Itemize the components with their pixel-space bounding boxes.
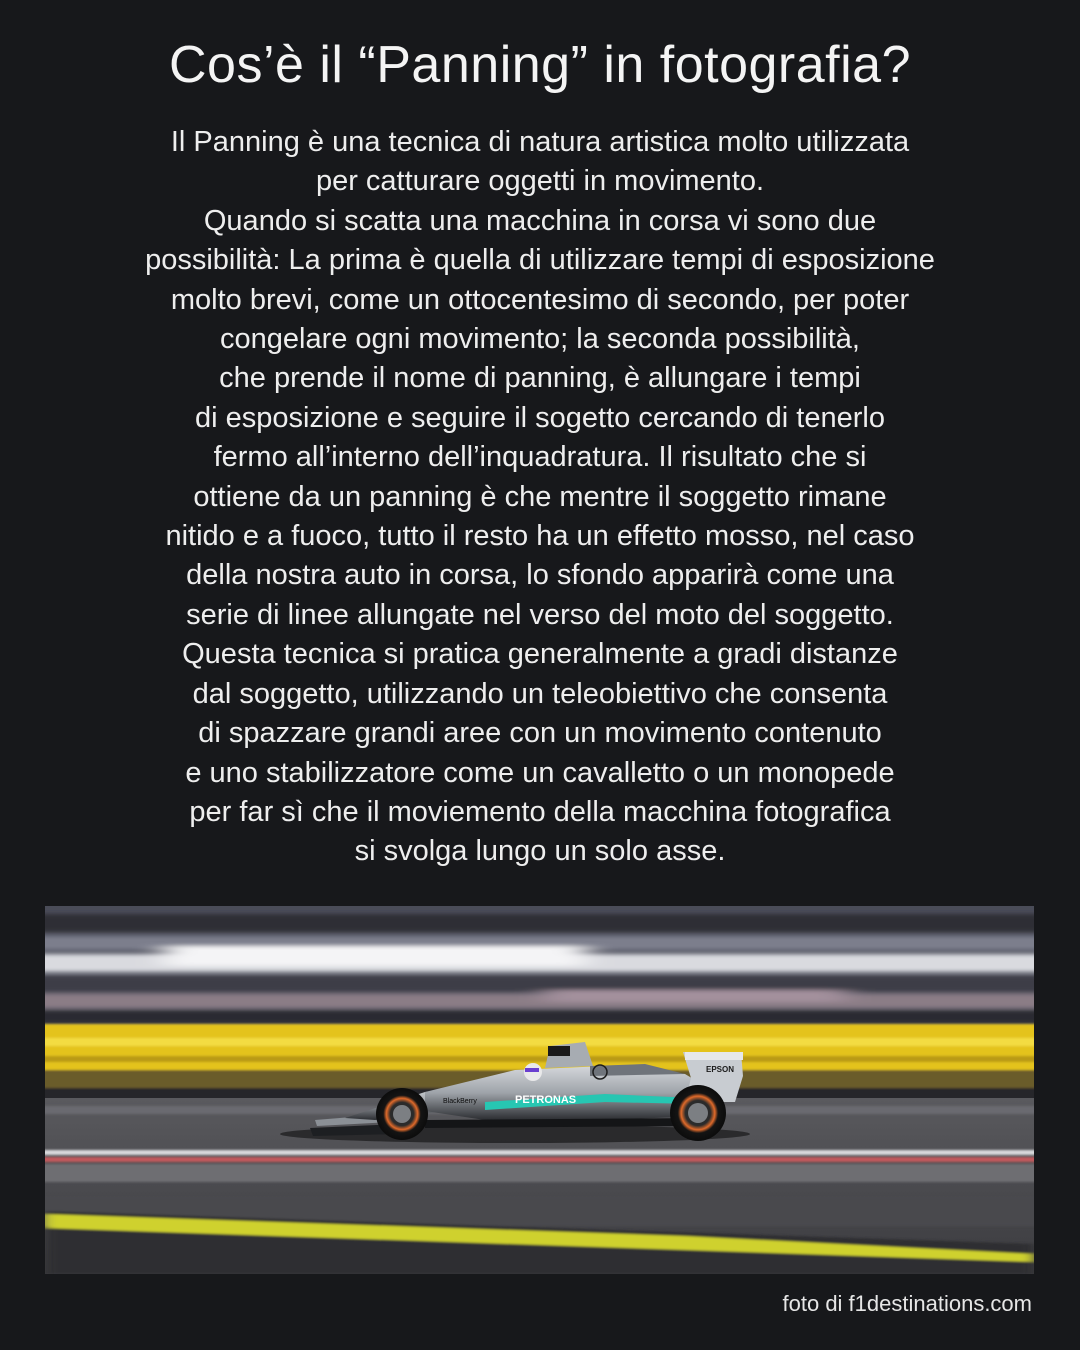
sponsor-side-text: BlackBerry bbox=[443, 1098, 477, 1105]
body-line: che prende il nome di panning, è allungare i tempi bbox=[219, 362, 861, 395]
body-line: Questa tecnica si pratica generalmente a gradi distanze bbox=[182, 638, 898, 671]
article-body bbox=[40, 123, 1040, 872]
body-line: di spazzare grandi aree con un movimento contenuto bbox=[198, 717, 882, 750]
body-line: congelare ogni movimento; la seconda possibilità, bbox=[220, 323, 860, 356]
body-line: dal soggetto, utilizzando un teleobiettivo che consenta bbox=[192, 677, 888, 710]
body-line: fermo all’interno dell’inquadratura. Il risultato che si bbox=[213, 441, 867, 474]
body-line: di esposizione e seguire il sogetto cercando di tenerlo bbox=[195, 401, 885, 434]
panning-photo bbox=[45, 906, 1034, 1274]
body-line: si svolga lungo un solo asse. bbox=[354, 835, 726, 868]
page-title: Cos’è il “Panning” in fotografia? bbox=[168, 36, 911, 94]
body-line: serie di linee allungate nel verso del moto del soggetto. bbox=[186, 598, 894, 631]
body-line: per catturare oggetti in movimento. bbox=[315, 165, 765, 198]
body-line: Il Panning è una tecnica di natura artistica molto utilizzata bbox=[170, 126, 910, 158]
f1-car-illustration bbox=[45, 906, 1034, 1274]
body-line: ottiene da un panning è che mentre il soggetto rimane bbox=[193, 480, 887, 513]
photo-credit: foto di f1destinations.com bbox=[782, 1291, 1032, 1316]
body-line: nitido e a fuoco, tutto il resto ha un effetto mosso, nel caso bbox=[165, 520, 915, 553]
body-line: molto brevi, come un ottocentesimo di secondo, per poter bbox=[170, 283, 910, 316]
body-line: e uno stabilizzatore come un cavalletto o un monopede bbox=[185, 756, 895, 789]
body-line: per far sì che il moviemento della macchina fotografica bbox=[189, 795, 891, 828]
wing-sponsor-text: EPSON bbox=[706, 1065, 735, 1074]
sponsor-main-text: PETRONAS bbox=[515, 1094, 577, 1106]
body-line: possibilità: La prima è quella di utilizzare tempi di esposizione bbox=[145, 244, 935, 277]
body-line: Quando si scatta una macchina in corsa vi sono due bbox=[203, 204, 877, 237]
body-line: della nostra auto in corsa, lo sfondo apparirà come una bbox=[186, 559, 894, 592]
